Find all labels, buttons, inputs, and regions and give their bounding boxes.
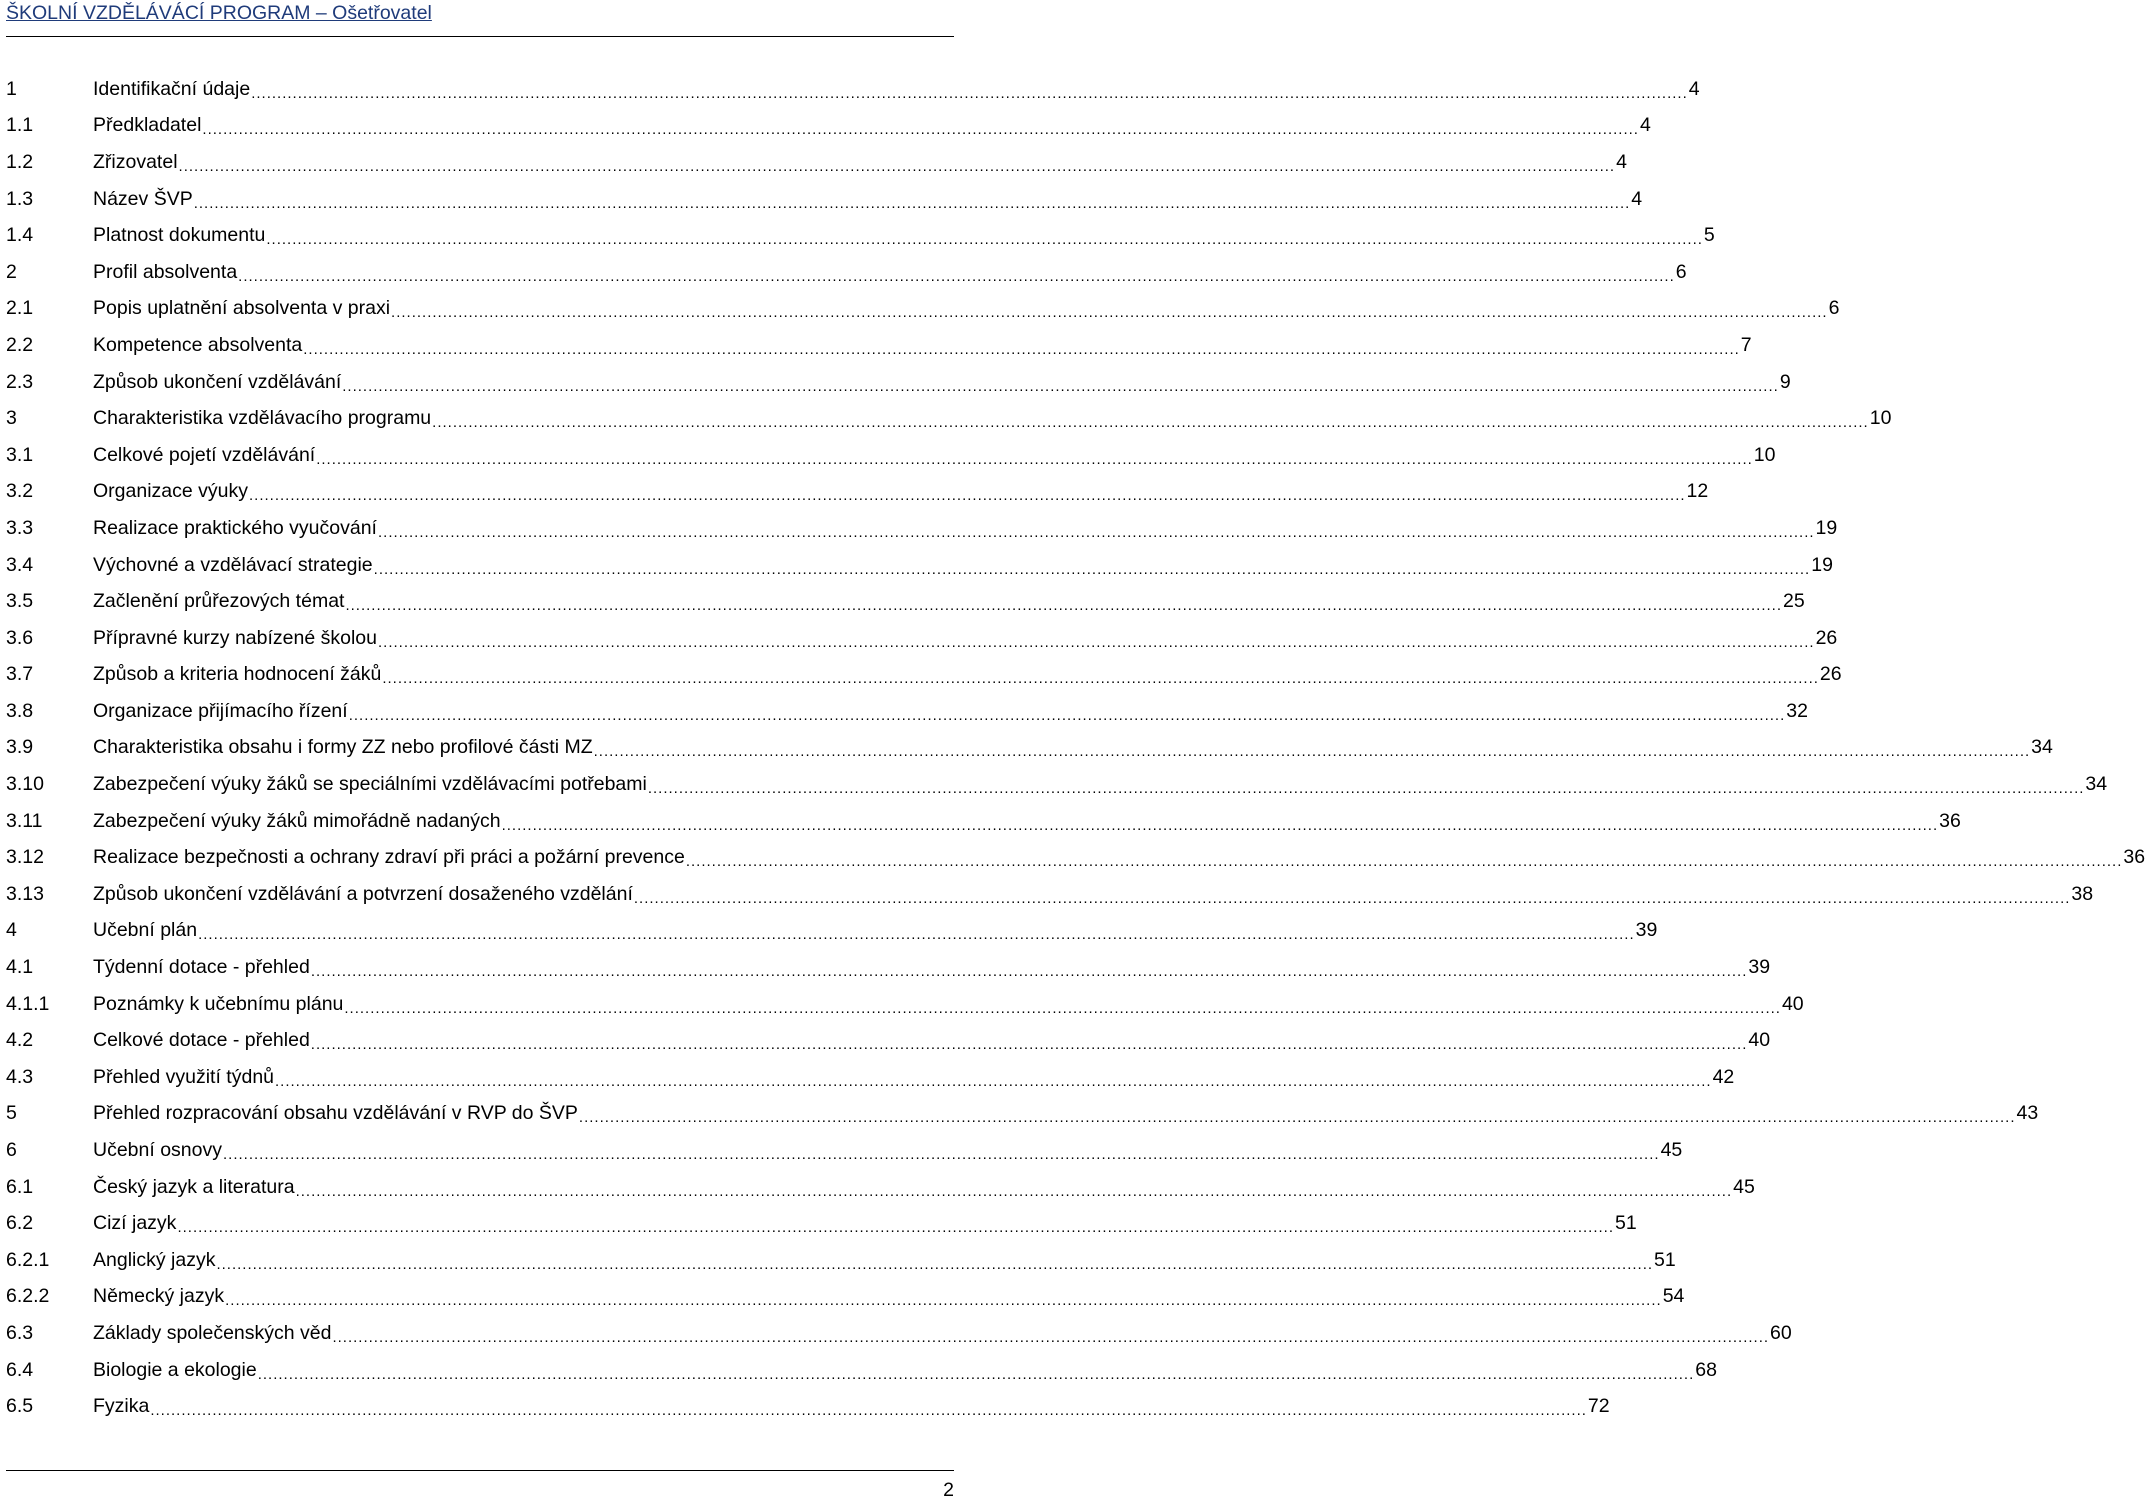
toc-entry[interactable]: [6, 108, 1651, 145]
toc-entry-page: 36: [1939, 809, 1961, 832]
toc-dot-leader: [432, 410, 1869, 433]
toc-entry-page: 54: [1662, 1285, 1685, 1308]
toc-entry-title: Charakteristika vzdělávacího programu: [93, 407, 432, 430]
toc-dot-leader: [594, 739, 2031, 762]
toc-dot-leader: [225, 1288, 1662, 1311]
toc-entry-page: 32: [1786, 699, 1808, 722]
toc-entry-number: 1.4: [6, 224, 34, 247]
toc-entry-number: 6.1: [6, 1175, 34, 1198]
toc-entry[interactable]: [6, 1132, 1683, 1169]
toc-dot-leader: [311, 1032, 1748, 1055]
toc-dot-leader: [579, 1105, 2016, 1128]
toc-entry-title: Biologie a ekologie: [93, 1358, 257, 1381]
toc-dot-leader: [634, 886, 2071, 909]
toc-dot-leader: [316, 447, 1753, 470]
toc-entry[interactable]: [6, 144, 1627, 181]
toc-entry-number: 3.9: [6, 736, 34, 759]
toc-entry[interactable]: [6, 1096, 2039, 1133]
toc-entry-number: 3.11: [6, 809, 43, 832]
toc-entry-page: 45: [1733, 1175, 1755, 1198]
toc-entry-page: 51: [1615, 1212, 1637, 1235]
toc-entry-page: 4: [1639, 114, 1651, 137]
toc-entry-number: 2.2: [6, 333, 34, 356]
toc-dot-leader: [194, 191, 1631, 214]
toc-dot-leader: [251, 81, 1688, 104]
toc-dot-leader: [378, 520, 1815, 543]
toc-entry-title: Charakteristika obsahu i formy ZZ nebo profilové části MZ: [93, 736, 593, 759]
toc-entry-title: Platnost dokumentu: [93, 224, 266, 247]
toc-entry-page: 9: [1779, 370, 1791, 393]
toc-entry-page: 10: [1869, 407, 1892, 430]
toc-entry[interactable]: [6, 400, 1892, 437]
toc-entry-number: 1.3: [6, 187, 34, 210]
toc-entry-number: 6.4: [6, 1358, 34, 1381]
page-header: [6, 0, 954, 37]
toc-entry-page: 12: [1686, 480, 1709, 503]
toc-entry-number: 3.10: [6, 773, 44, 796]
toc-entry-title: Přehled rozpracování obsahu vzdělávání v RVP do ŠVP: [93, 1102, 578, 1125]
toc-entry-title: Popis uplatnění absolventa v praxi: [93, 297, 391, 320]
toc-dot-leader: [378, 630, 1815, 653]
toc-entry[interactable]: [6, 620, 1838, 657]
toc-entry[interactable]: [6, 1169, 1755, 1206]
toc-entry-page: 26: [1819, 663, 1842, 686]
toc-entry-title: Zabezpečení výuky žáků mimořádně nadaných: [93, 809, 501, 832]
toc-entry-title: Způsob ukončení vzdělávání a potvrzení dosaženého vzdělání: [93, 882, 633, 905]
toc-entry-page: 68: [1695, 1358, 1717, 1381]
toc-entry-title: Anglický jazyk: [93, 1248, 216, 1271]
toc-entry-page: 7: [1740, 333, 1752, 356]
toc-entry-title: Zřizovatel: [93, 150, 178, 173]
toc-entry-title: Základy společenských věd: [93, 1321, 332, 1344]
toc-entry[interactable]: [6, 657, 1842, 694]
toc-entry-number: 4.1: [6, 956, 34, 979]
toc-dot-leader: [296, 1179, 1733, 1202]
page-footer: [6, 1470, 954, 1503]
toc-entry-number: 1.2: [6, 150, 34, 173]
table-of-contents: [6, 71, 2145, 1425]
toc-entry-title: Organizace přijímacího řízení: [93, 699, 348, 722]
toc-entry-title: Výchovné a vzdělávací strategie: [93, 553, 373, 576]
toc-entry-title: Fyzika: [93, 1395, 150, 1418]
toc-entry[interactable]: [6, 71, 1700, 108]
toc-dot-leader: [223, 1142, 1660, 1165]
toc-entry-title: Český jazyk a literatura: [93, 1175, 295, 1198]
toc-entry-page: 43: [2016, 1102, 2039, 1125]
toc-entry-title: Poznámky k učebnímu plánu: [93, 992, 344, 1015]
toc-entry-number: 3.2: [6, 480, 34, 503]
toc-entry[interactable]: [6, 949, 1771, 986]
toc-dot-leader: [342, 374, 1779, 397]
toc-dot-leader: [266, 227, 1703, 250]
toc-entry-title: Zabezpečení výuky žáků se speciálními vzdělávacími potřebami: [93, 773, 647, 796]
toc-entry-page: 4: [1688, 77, 1700, 100]
toc-dot-leader: [344, 996, 1781, 1019]
toc-entry[interactable]: [6, 803, 1961, 840]
toc-entry-title: Předkladatel: [93, 114, 202, 137]
toc-entry-number: 4.3: [6, 1065, 34, 1088]
toc-entry-page: 4: [1631, 187, 1643, 210]
toc-entry-page: 5: [1703, 224, 1715, 247]
toc-entry-page: 34: [2085, 773, 2108, 796]
toc-entry-page: 60: [1770, 1321, 1792, 1344]
toc-entry-page: 34: [2031, 736, 2053, 759]
toc-entry-title: Cizí jazyk: [93, 1212, 177, 1235]
toc-entry-page: 72: [1587, 1395, 1610, 1418]
toc-dot-leader: [202, 117, 1639, 140]
toc-entry-page: 40: [1748, 1029, 1771, 1052]
toc-dot-leader: [198, 922, 1635, 945]
toc-entry[interactable]: [6, 876, 2094, 913]
toc-entry-number: 3.7: [6, 663, 34, 686]
toc-entry[interactable]: [6, 364, 1791, 401]
toc-entry-number: 2: [6, 260, 17, 283]
toc-entry-title: Celkové pojetí vzdělávání: [93, 443, 316, 466]
toc-entry-number: 3.5: [6, 590, 34, 613]
toc-entry-page: 39: [1635, 919, 1658, 942]
toc-entry-page: 10: [1753, 443, 1776, 466]
toc-entry-title: Přípravné kurzy nabízené školou: [93, 626, 377, 649]
toc-dot-leader: [345, 593, 1782, 616]
toc-entry[interactable]: [6, 583, 1805, 620]
toc-entry-title: Způsob a kriteria hodnocení žáků: [93, 663, 382, 686]
toc-entry-number: 6.2: [6, 1212, 34, 1235]
toc-entry-number: 3.4: [6, 553, 34, 576]
toc-entry-number: 5: [6, 1102, 17, 1125]
toc-entry-title: Přehled využití týdnů: [93, 1065, 275, 1088]
toc-dot-leader: [391, 300, 1828, 323]
toc-entry[interactable]: [6, 1205, 1637, 1242]
toc-entry-title: Název ŠVP: [93, 187, 193, 210]
toc-entry-page: 40: [1781, 992, 1804, 1015]
toc-entry-number: 3: [6, 407, 17, 430]
toc-entry[interactable]: [6, 766, 2108, 803]
toc-dot-leader: [179, 154, 1616, 177]
toc-entry-page: 38: [2071, 882, 2094, 905]
toc-entry-page: 4: [1616, 150, 1627, 173]
toc-entry-page: 26: [1815, 626, 1838, 649]
toc-entry[interactable]: [6, 1388, 1610, 1425]
toc-entry-page: 6: [1675, 260, 1687, 283]
toc-dot-leader: [686, 849, 2123, 872]
toc-entry[interactable]: [6, 1279, 1685, 1316]
toc-entry-title: Realizace praktického vyučování: [93, 516, 377, 539]
toc-entry[interactable]: [6, 254, 1687, 291]
toc-entry-number: 3.12: [6, 846, 44, 869]
toc-dot-leader: [150, 1398, 1587, 1421]
toc-dot-leader: [311, 959, 1748, 982]
toc-entry-number: 1.1: [6, 114, 34, 137]
toc-entry-number: 3.6: [6, 626, 34, 649]
toc-entry[interactable]: [6, 730, 2053, 767]
toc-entry-number: 3.1: [6, 443, 34, 466]
toc-entry[interactable]: [6, 1315, 1792, 1352]
toc-entry-page: 51: [1654, 1248, 1676, 1271]
toc-entry-page: 36: [2123, 846, 2145, 869]
toc-entry-title: Způsob ukončení vzdělávání: [93, 370, 342, 393]
toc-entry[interactable]: [6, 291, 1840, 328]
toc-entry-number: 6: [6, 1139, 17, 1162]
document-title: ŠKOLNÍ VZDĚLÁVÁCÍ PROGRAM – Ošetřovatel: [6, 2, 432, 24]
toc-entry-number: 4.1.1: [6, 992, 50, 1015]
toc-dot-leader: [502, 813, 1939, 836]
toc-entry[interactable]: [6, 327, 1752, 364]
toc-dot-leader: [177, 1215, 1614, 1238]
toc-entry[interactable]: [6, 547, 1833, 584]
toc-dot-leader: [275, 1069, 1712, 1092]
toc-entry-page: 45: [1660, 1139, 1683, 1162]
toc-entry-number: 6.2.1: [6, 1248, 50, 1271]
toc-entry-number: 6.5: [6, 1395, 34, 1418]
toc-entry[interactable]: [6, 693, 1808, 730]
toc-dot-leader: [258, 1362, 1695, 1385]
toc-entry[interactable]: [6, 1352, 1717, 1389]
toc-dot-leader: [374, 557, 1811, 580]
toc-entry[interactable]: [6, 181, 1643, 218]
toc-entry[interactable]: [6, 913, 1658, 950]
toc-entry-title: Začlenění průřezových témat: [93, 590, 345, 613]
toc-entry-number: 3.3: [6, 516, 34, 539]
toc-entry-title: Realizace bezpečnosti a ochrany zdraví při práci a požární prevence: [93, 846, 685, 869]
toc-dot-leader: [349, 703, 1786, 726]
toc-entry[interactable]: [6, 437, 1776, 474]
toc-entry[interactable]: [6, 839, 2145, 876]
footer-page-number: 2: [943, 1479, 954, 1501]
toc-entry-number: 4.2: [6, 1029, 34, 1052]
toc-entry-title: Německý jazyk: [93, 1285, 225, 1308]
toc-entry-number: 6.2.2: [6, 1285, 50, 1308]
toc-entry[interactable]: [6, 986, 1804, 1023]
toc-entry-number: 2.3: [6, 370, 34, 393]
toc-entry-title: Učební osnovy: [93, 1139, 222, 1162]
toc-entry[interactable]: [6, 217, 1715, 254]
toc-dot-leader: [216, 1252, 1653, 1275]
toc-dot-leader: [648, 776, 2085, 799]
toc-entry[interactable]: [6, 510, 1838, 547]
toc-entry-title: Kompetence absolventa: [93, 333, 303, 356]
toc-entry-title: Celkové dotace - přehled: [93, 1029, 310, 1052]
toc-entry-number: 3.8: [6, 699, 34, 722]
toc-entry-title: Učební plán: [93, 919, 198, 942]
toc-dot-leader: [332, 1325, 1769, 1348]
toc-entry[interactable]: [6, 1022, 1771, 1059]
toc-entry-page: 6: [1828, 297, 1840, 320]
toc-entry-title: Identifikační údaje: [93, 77, 251, 100]
toc-entry[interactable]: [6, 474, 1709, 511]
toc-entry-number: 4: [6, 919, 17, 942]
toc-dot-leader: [249, 483, 1686, 506]
toc-dot-leader: [238, 264, 1675, 287]
toc-entry-number: 1: [6, 77, 17, 100]
toc-entry-number: 6.3: [6, 1321, 34, 1344]
toc-entry-page: 19: [1811, 553, 1833, 576]
toc-entry-page: 39: [1748, 956, 1771, 979]
toc-entry-page: 25: [1783, 590, 1805, 613]
toc-entry-number: 2.1: [6, 297, 34, 320]
toc-entry-page: 19: [1815, 516, 1838, 539]
toc-entry-title: Týdenní dotace - přehled: [93, 956, 310, 979]
toc-dot-leader: [382, 666, 1819, 689]
toc-entry-title: Profil absolventa: [93, 260, 238, 283]
toc-entry[interactable]: [6, 1059, 1735, 1096]
toc-entry-title: Organizace výuky: [93, 480, 248, 503]
toc-entry-page: 42: [1712, 1065, 1735, 1088]
toc-entry[interactable]: [6, 1242, 1676, 1279]
toc-dot-leader: [303, 337, 1740, 360]
toc-entry-number: 3.13: [6, 882, 44, 905]
